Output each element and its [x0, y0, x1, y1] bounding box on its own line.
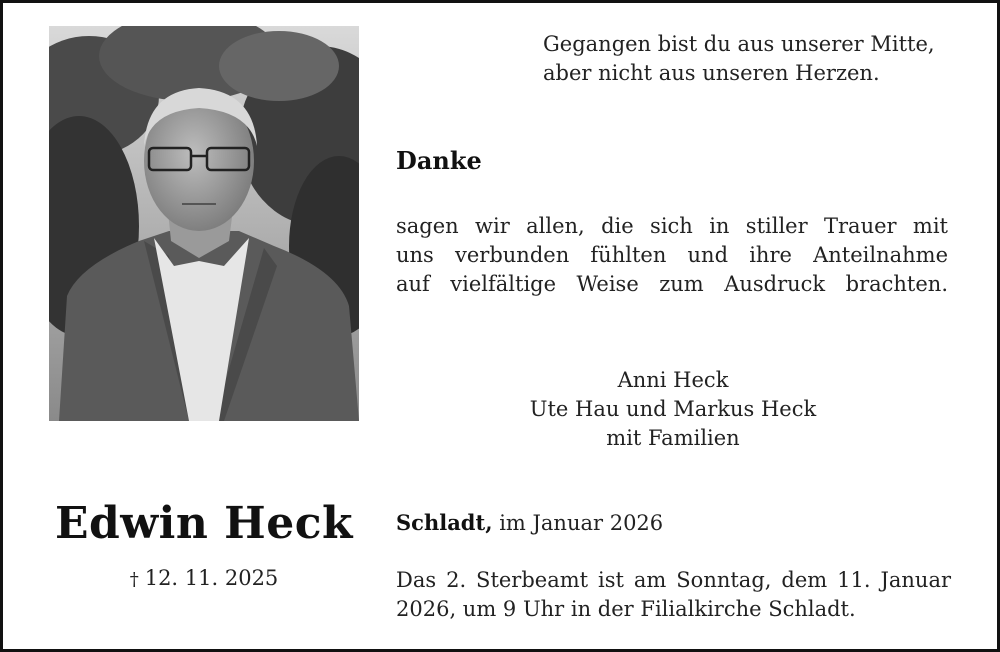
cross-icon: †: [129, 569, 139, 590]
thanks-line: auf vielfältige Weise zum Ausdruck brachten.: [396, 272, 948, 296]
place-date-line: [396, 510, 663, 535]
death-date: 12. 11. 2025: [144, 566, 279, 590]
service-line: Das 2. Sterbeamt ist am Sonntag, dem 11. Januar: [396, 568, 951, 592]
signer-line: mit Familien: [606, 426, 740, 450]
deceased-name: Edwin Heck: [54, 498, 354, 549]
signer-line: Ute Hau und Markus Heck: [529, 397, 817, 421]
thanks-text: [396, 212, 948, 299]
portrait-photo: [49, 26, 359, 421]
signers-block: [473, 366, 873, 453]
service-line: 2026, um 9 Uhr in der Filialkirche Schladt.: [396, 597, 856, 621]
thanks-line: sagen wir allen, die sich in stiller Trauer mit: [396, 214, 948, 238]
quote-line: aber nicht aus unseren Herzen.: [543, 61, 880, 85]
thanks-heading: Danke: [396, 146, 482, 175]
service-info: [396, 566, 951, 624]
memorial-quote: [543, 30, 935, 88]
signer-line: Anni Heck: [617, 368, 729, 392]
thanks-line: uns verbunden fühlten und ihre Anteilnahme: [396, 243, 948, 267]
death-date-line: [49, 566, 359, 590]
quote-line: Gegangen bist du aus unserer Mitte,: [543, 32, 935, 56]
place-town: Schladt,: [396, 510, 493, 535]
place-date: im Januar 2026: [499, 511, 664, 535]
